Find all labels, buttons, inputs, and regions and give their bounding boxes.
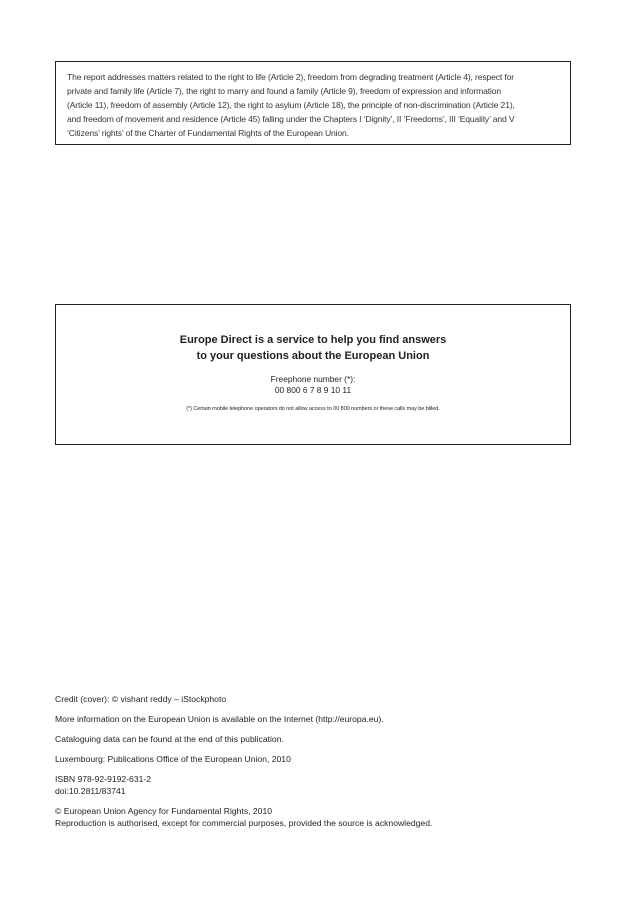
freephone-number: 00 800 6 7 8 9 10 11	[274, 385, 352, 395]
colophon	[55, 693, 575, 829]
doi-line: doi:10.2811/83741	[55, 786, 126, 796]
publisher-line: Luxembourg: Publications Office of the European Union, 2010	[55, 754, 291, 764]
freephone-label: Freephone number (*):	[270, 374, 356, 384]
cover-credit: Credit (cover): © vishant reddy – iStockphoto	[55, 694, 227, 704]
copyright-line: © European Union Agency for Fundamental Rights, 2010	[55, 806, 273, 816]
europe-direct-box	[55, 304, 571, 445]
summary-box	[55, 61, 571, 145]
summary-text: The report addresses matters related to the right to life (Article 2), freedom from degrading treatment (Article 4), respect for private and family life (Article 7), the right to marry and found a family (Article 9), freedom of expression and information (Article 11), freedom of assembly (Article 12), the right to asylum (Article 18), the principle of non-discrimination (Article 21), and freedom of movement and residence (Article 45) falling under the Chapters I ‘Dignity’, II ‘Freedoms’, III ‘Equality’ and V ‘Citizens’ rights’ of the Charter of Fundamental Rights of the European Union.	[67, 72, 515, 138]
europe-direct-heading: Europe Direct is a service to help you find answers to your questions about the European Union	[179, 334, 447, 362]
mobile-operator-note: (*) Certain mobile telephone operators do not allow access to 00 800 numbers or these calls may be billed.	[186, 406, 440, 412]
more-info-line: More information on the European Union is available on the Internet (http://europa.eu).	[55, 714, 384, 724]
reproduction-line: Reproduction is authorised, except for commercial purposes, provided the source is acknowledged.	[55, 818, 433, 828]
cataloguing-line: Cataloguing data can be found at the end of this publication.	[55, 734, 284, 744]
isbn-line: ISBN 978-92-9192-631-2	[55, 774, 152, 784]
